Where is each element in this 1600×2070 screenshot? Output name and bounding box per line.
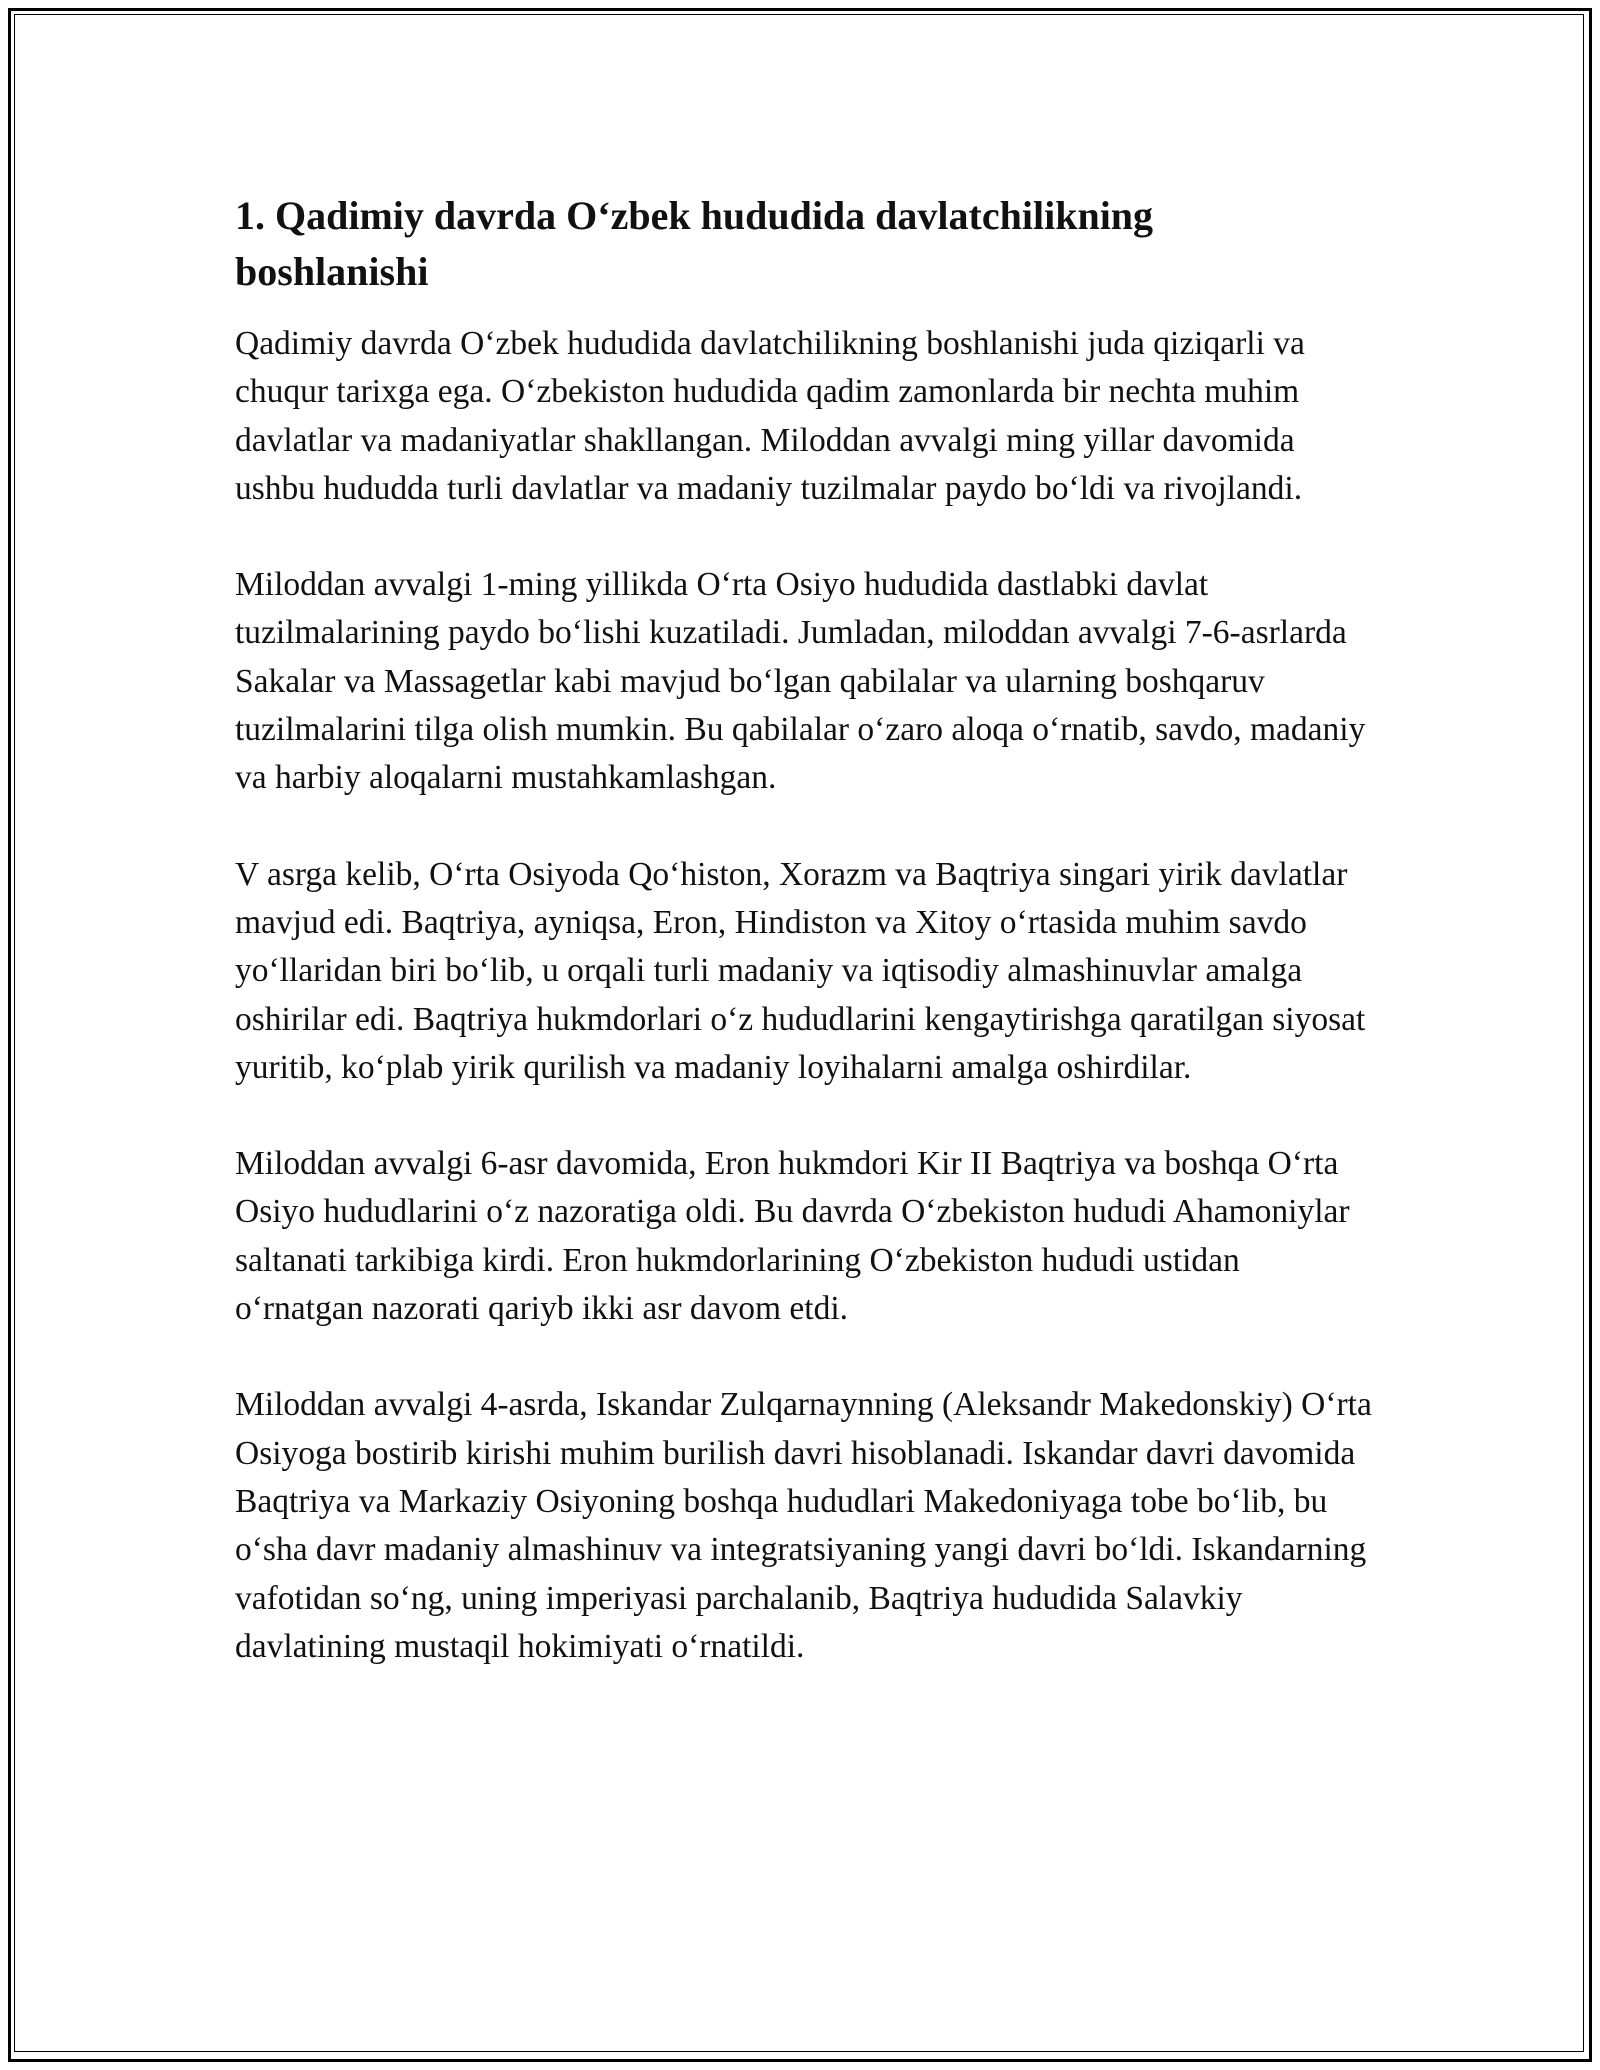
document-body: [235, 188, 1375, 1719]
paragraph-4: Miloddan avvalgi 6-asr davomida, Eron hukmdori Kir II Baqtriya va boshqa O‘rta Osiyo hududlarini o‘z nazoratiga oldi. Bu davrda O‘zbekiston hududi Ahamoniylar saltanati tarkibiga kirdi. Eron hukmdorlarining O‘zbekiston hududi ustidan o‘rnatgan nazorati qariyb ikki asr davom etdi.: [235, 1145, 1350, 1328]
section-heading: 1. Qadimiy davrda O‘zbek hududida davlatchilikning boshlanishi: [235, 193, 1154, 294]
paragraph-2: Miloddan avvalgi 1-ming yillikda O‘rta Osiyo hududida dastlabki davlat tuzilmalarining paydo bo‘lishi kuzatiladi. Jumladan, miloddan avvalgi 7-6-asrlarda Sakalar va Massagetlar kabi mavjud bo‘lgan qabilalar va ularning boshqaruv tuzilmalarini tilga olish mumkin. Bu qabilalar o‘zaro aloqa o‘rnatib, savdo, madaniy va harbiy aloqalarni mustahkamlashgan.: [235, 566, 1366, 797]
paragraph-5: Miloddan avvalgi 4-asrda, Iskandar Zulqarnaynning (Aleksandr Makedonskiy) O‘rta Osiyoga bostirib kirishi muhim burilish davri hisoblanadi. Iskandar davri davomida Baqtriya va Markaziy Osiyoning boshqa hududlari Makedoniyaga tobe bo‘lib, bu o‘sha davr madaniy almashinuv va integratsiyaning yangi davri bo‘ldi. Iskandarning vafotidan so‘ng, uning imperiyasi parchalanib, Baqtriya hududida Salavkiy davlatining mustaqil hokimiyati o‘rnatildi.: [235, 1386, 1372, 1665]
paragraph-1: Qadimiy davrda O‘zbek hududida davlatchilikning boshlanishi juda qiziqarli va chuqur tarixga ega. O‘zbekiston hududida qadim zamonlarda bir nechta muhim davlatlar va madaniyatlar shakllangan. Miloddan avvalgi ming yillar davomida ushbu hududda turli davlatlar va madaniy tuzilmalar paydo bo‘ldi va rivojlandi.: [235, 325, 1305, 507]
paragraph-3: V asrga kelib, O‘rta Osiyoda Qo‘histon, Xorazm va Baqtriya singari yirik davlatlar mavjud edi. Baqtriya, ayniqsa, Eron, Hindiston va Xitoy o‘rtasida muhim savdo yo‘llaridan biri bo‘lib, u orqali turli madaniy va iqtisodiy almashinuvlar amalga oshirilar edi. Baqtriya hukmdorlari o‘z hududlarini kengaytirishga qaratilgan siyosat yuritib, ko‘plab yirik qurilish va madaniy loyihalarni amalga oshirdilar.: [235, 855, 1366, 1086]
